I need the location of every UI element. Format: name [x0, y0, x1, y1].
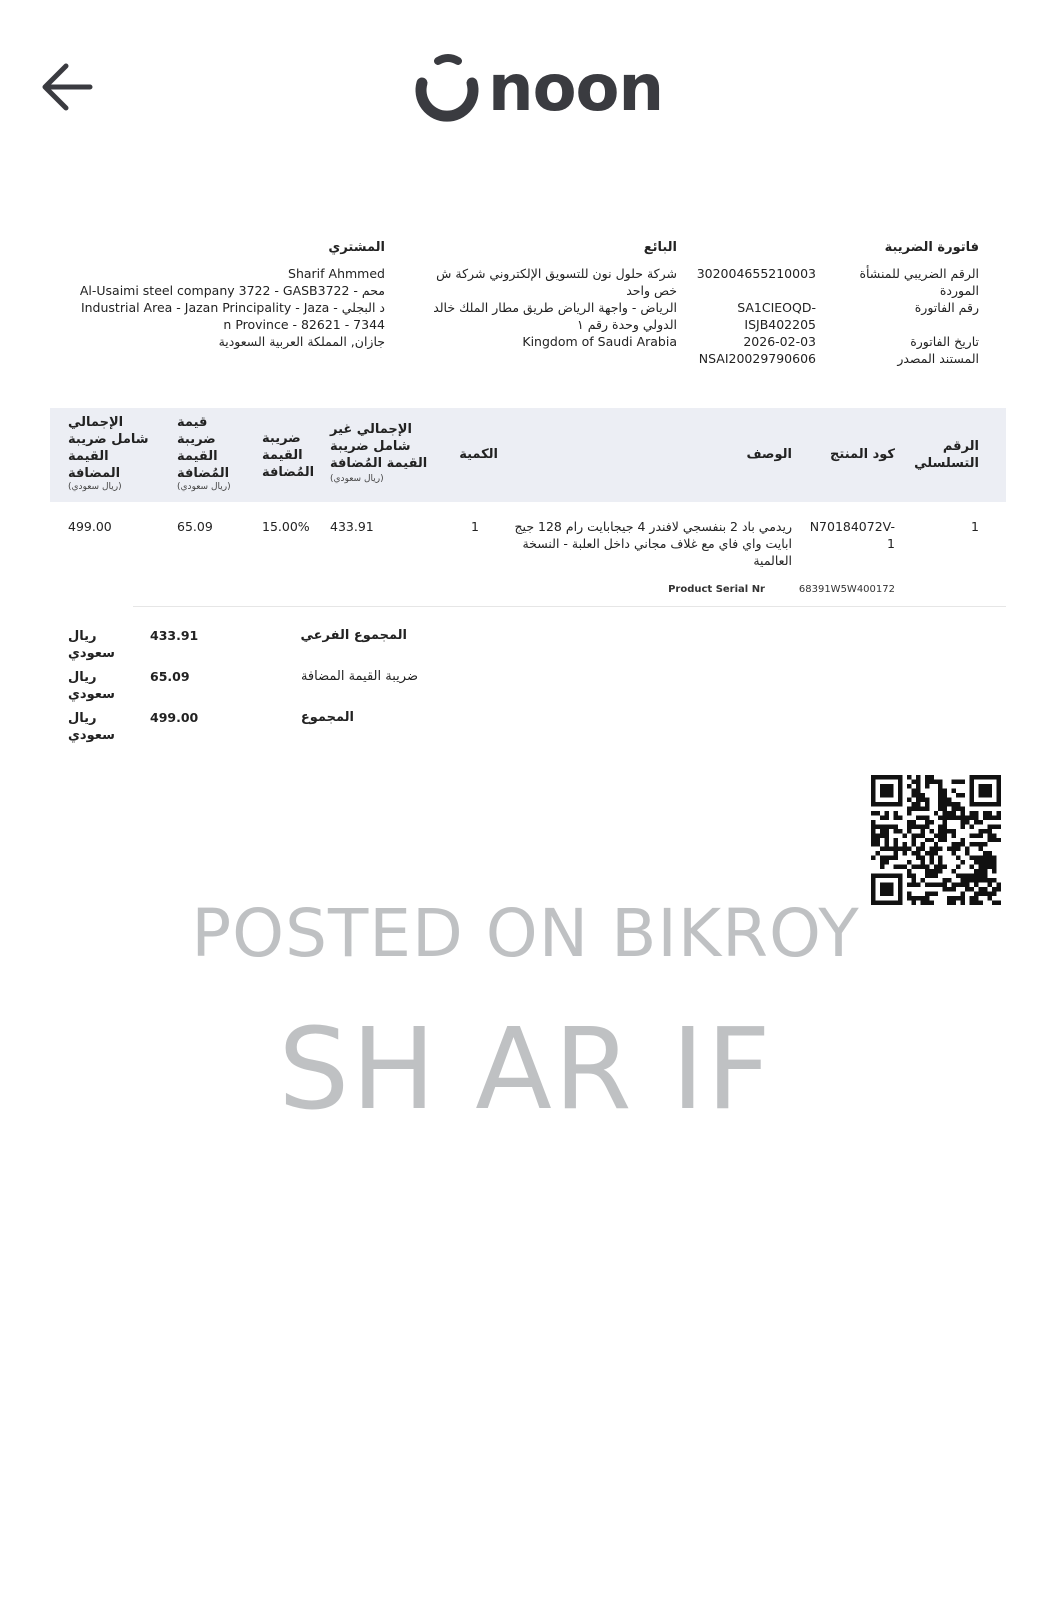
th-vat-amount: قيمة ضريبة القيمة المُضافة	[177, 415, 230, 481]
th-description: الوصف	[746, 447, 792, 462]
invoice-number-value-1: SA1CIEOQD-	[737, 300, 816, 315]
invoice-number-label: رقم الفاتورة	[914, 300, 979, 315]
seller-line-4: الدولي وحدة رقم ١	[577, 317, 677, 332]
th-gross-total: الإجمالي شامل ضريبة القيمة المضافة	[68, 415, 149, 481]
buyer-title: المشتري	[328, 240, 385, 255]
invoice-date-label: تاريخ الفاتورة	[910, 334, 979, 349]
th-net-total: الإجمالي غير شامل ضريبة القيمة المُضافة	[330, 422, 428, 471]
th-net-total-currency: (ريال سعودي)	[330, 474, 384, 484]
source-doc-value: NSAI20029790606	[698, 351, 816, 366]
th-quantity: الكمية	[459, 447, 498, 462]
invoice-number-value-2: ISJB402205	[744, 317, 816, 332]
back-button[interactable]	[38, 58, 96, 116]
seller-country: Kingdom of Saudi Arabia	[522, 334, 677, 349]
watermark-line-2: SH AR IF	[278, 1005, 773, 1135]
th-product-code: كود المنتج	[830, 447, 895, 462]
invoice-title: فاتورة الضريبة	[884, 240, 979, 255]
row-vat-rate: 15.00%	[262, 519, 310, 534]
subtotal-label: المجموع الفرعي	[300, 628, 407, 643]
arrow-left-icon	[38, 58, 96, 116]
noon-logo-mark-icon	[410, 53, 482, 125]
qr-code-icon	[871, 775, 1001, 905]
vat-total-value: 65.09	[150, 669, 190, 684]
table-divider	[133, 606, 1006, 607]
seller-line-1: شركة حلول نون للتسويق الإلكتروني شركة ش	[436, 266, 677, 281]
row-description-line-2: ابايت واي فاي مع غلاف مجاني داخل العلبة - النسخة	[522, 536, 792, 551]
product-serial-label: Product Serial Nr	[668, 584, 765, 595]
vat-total-label: ضريبة القيمة المضافة	[300, 669, 418, 684]
seller-line-3: الرياض - واجهة الرياض طريق مطار الملك خالد	[433, 300, 677, 315]
noon-logo	[410, 52, 663, 126]
buyer-name: Sharif Ahmmed	[288, 266, 385, 281]
grand-total-label: المجموع	[300, 710, 354, 725]
row-product-code: N70184072V-1	[809, 519, 895, 551]
subtotal-currency: ريال سعودي	[68, 629, 115, 661]
row-serial: 1	[971, 519, 979, 534]
row-description-line-1: ريدمي باد 2 بنفسجي لافندر 4 جيجابايت رام 128 جيج	[514, 519, 792, 534]
buyer-address-line-3: n Province - 82621 - 7344	[223, 317, 385, 332]
seller-line-2: خص واحد	[626, 283, 677, 298]
buyer-address-line-1: Al-Usaimi steel company 3722 - GASB3722 - محم	[79, 283, 385, 298]
row-quantity: 1	[471, 519, 479, 534]
vat-number-value: 302004655210003	[696, 266, 816, 281]
subtotal-value: 433.91	[150, 628, 199, 643]
buyer-address-line-4: جازان, المملكة العربية السعودية	[218, 334, 385, 349]
source-doc-label: المستند المصدر	[897, 351, 979, 366]
vat-total-currency: ريال سعودي	[68, 670, 115, 702]
th-vat-rate: ضريبة القيمة المُضافة	[262, 431, 315, 480]
product-serial-number: 68391W5W400172	[798, 584, 895, 595]
th-serial: الرقم التسلسلي	[914, 439, 979, 471]
watermark-line-1: POSTED ON BIKROY	[191, 895, 860, 972]
invoice-date-value: 2026-02-03	[743, 334, 816, 349]
grand-total-currency: ريال سعودي	[68, 711, 115, 743]
th-gross-total-currency: (ريال سعودي)	[68, 482, 122, 492]
row-description-line-3: العالمية	[753, 553, 792, 568]
row-net-total: 433.91	[330, 519, 374, 534]
logo-text: noon	[488, 52, 664, 126]
row-gross-total: 499.00	[68, 519, 112, 534]
th-vat-amount-currency: (ريال سعودي)	[177, 482, 231, 492]
seller-title: البائع	[643, 240, 677, 255]
row-vat-amount: 65.09	[177, 519, 213, 534]
grand-total-value: 499.00	[150, 710, 199, 725]
vat-number-label: الرقم الضريبي للمنشأة الموردة	[859, 266, 979, 298]
buyer-address-line-2: Industrial Area - Jazan Principality - Jaza - د البجلي	[80, 300, 385, 315]
